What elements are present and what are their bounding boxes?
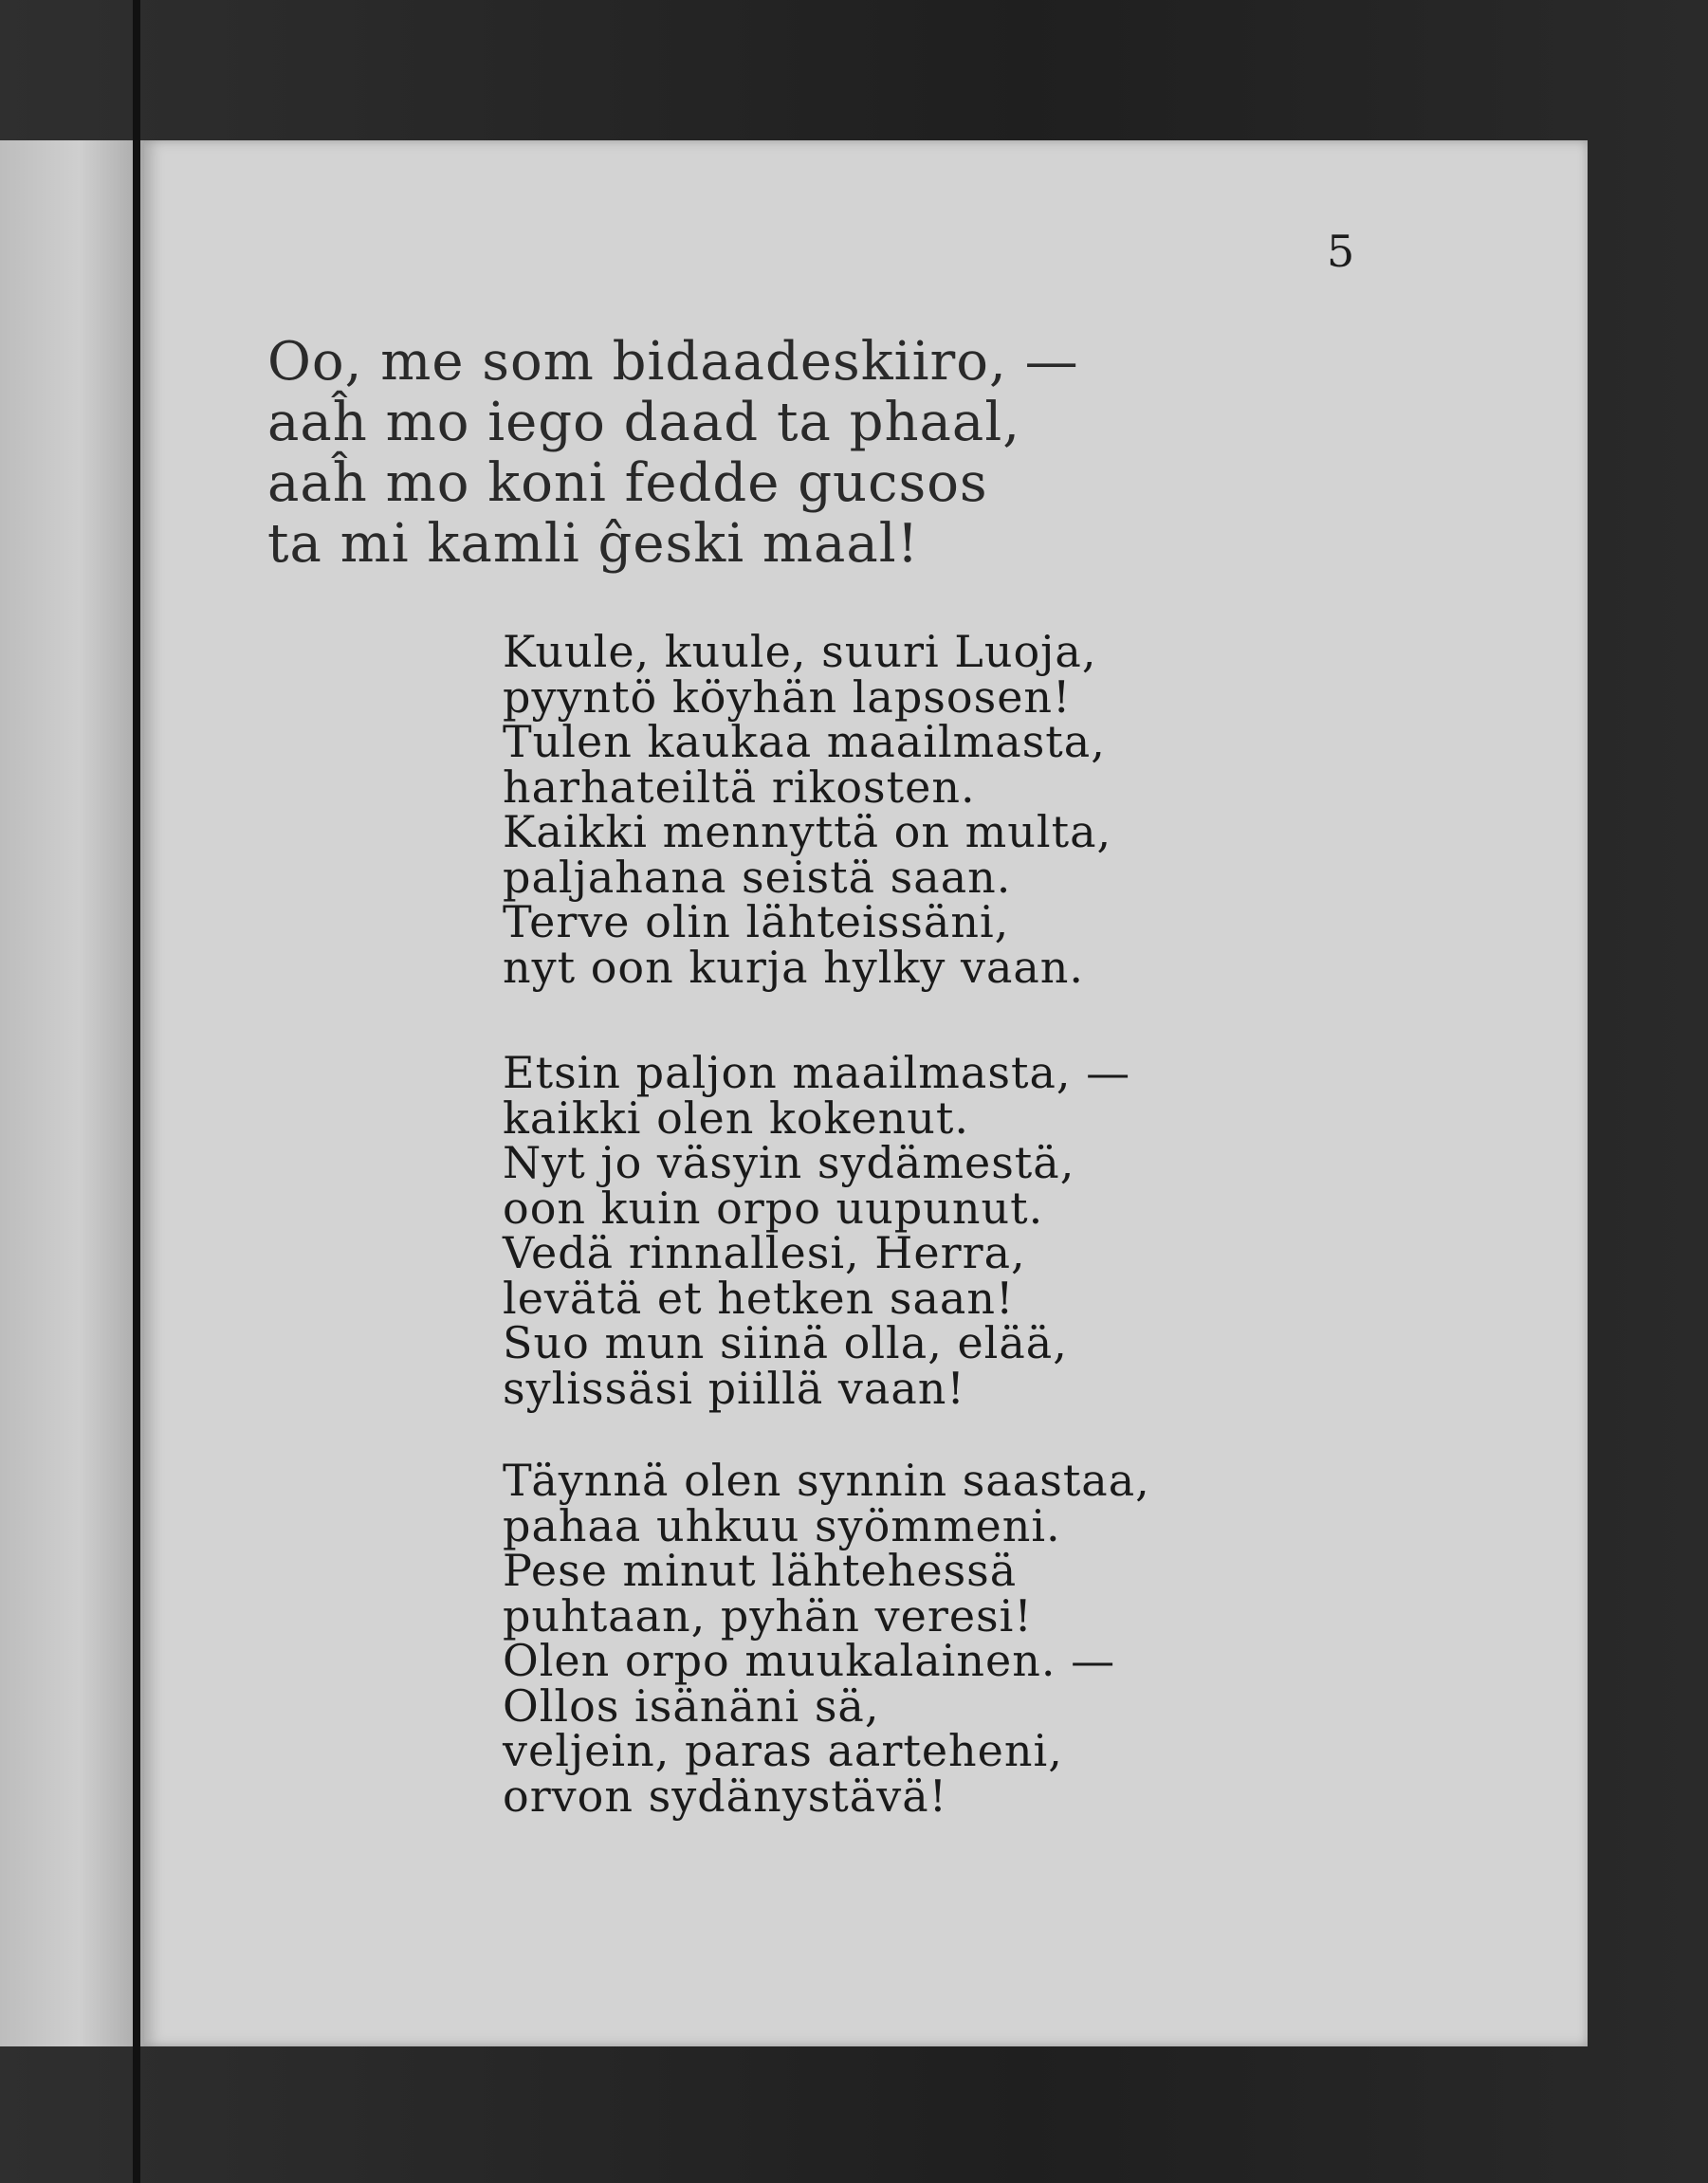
stanza-3 xyxy=(503,1047,1131,1414)
poem-line: Terve olin lähteissäni, xyxy=(503,896,1010,947)
stanza-4 xyxy=(503,1455,1150,1822)
poem-line: Olen orpo muukalainen. — xyxy=(503,1635,1116,1686)
stanza-2 xyxy=(503,626,1112,993)
poem-line: Kaikki mennyttä on multa, xyxy=(503,806,1112,857)
poem-line: levätä et hetken saan! xyxy=(503,1272,1015,1324)
poem-line: Oo, me som bidaadeskiiro, — xyxy=(267,331,1079,393)
poem-line: Vedä rinnallesi, Herra, xyxy=(503,1227,1026,1278)
poem-line: pahaa uhkuu syömmeni. xyxy=(503,1499,1061,1551)
poem-line: Kuule, kuule, suuri Luoja, xyxy=(503,626,1097,677)
poem-line: orvon sydänystävä! xyxy=(503,1770,948,1822)
poem-line: Täynnä olen synnin saastaa, xyxy=(503,1455,1150,1506)
poem-line: aaĥ mo iego daad ta phaal, xyxy=(267,392,1021,453)
poem-line: aaĥ mo koni fedde gucsos xyxy=(267,452,988,514)
poem-line: Ollos isänäni sä, xyxy=(503,1679,880,1732)
poem-line: puhtaan, pyhän veresi! xyxy=(503,1589,1033,1642)
poem-line: oon kuin orpo uupunut. xyxy=(503,1182,1044,1234)
poem-line: nyt oon kurja hylky vaan. xyxy=(503,941,1085,993)
poem-line: ta mi kamli ĝeski maal! xyxy=(267,513,920,575)
poem-line: kaikki olen kokenut. xyxy=(503,1092,969,1144)
poem-line: pyyntö köyhän lapsosen! xyxy=(503,670,1072,723)
poem-line: paljahana seistä saan. xyxy=(503,851,1012,903)
poem-line: sylissäsi piillä vaan! xyxy=(503,1362,965,1414)
poem-line: Pese minut lähtehessä xyxy=(503,1545,1018,1596)
poem-line: Suo mun siinä olla, elää, xyxy=(503,1317,1068,1368)
poem-line: harhateiltä rikosten. xyxy=(503,761,976,813)
book-page xyxy=(144,140,1588,2046)
poem-line: Tulen kaukaa maailmasta, xyxy=(503,716,1106,767)
poem-line: veljein, paras aarteheni, xyxy=(503,1725,1063,1776)
facing-page-edge xyxy=(0,140,144,2046)
poem-line: Nyt jo väsyin sydämestä, xyxy=(503,1137,1075,1188)
poem-line: Etsin paljon maailmasta, — xyxy=(503,1047,1131,1098)
page-number: 5 xyxy=(1327,226,1355,277)
book-spine xyxy=(133,0,140,2183)
stanza-romani xyxy=(267,332,1079,575)
